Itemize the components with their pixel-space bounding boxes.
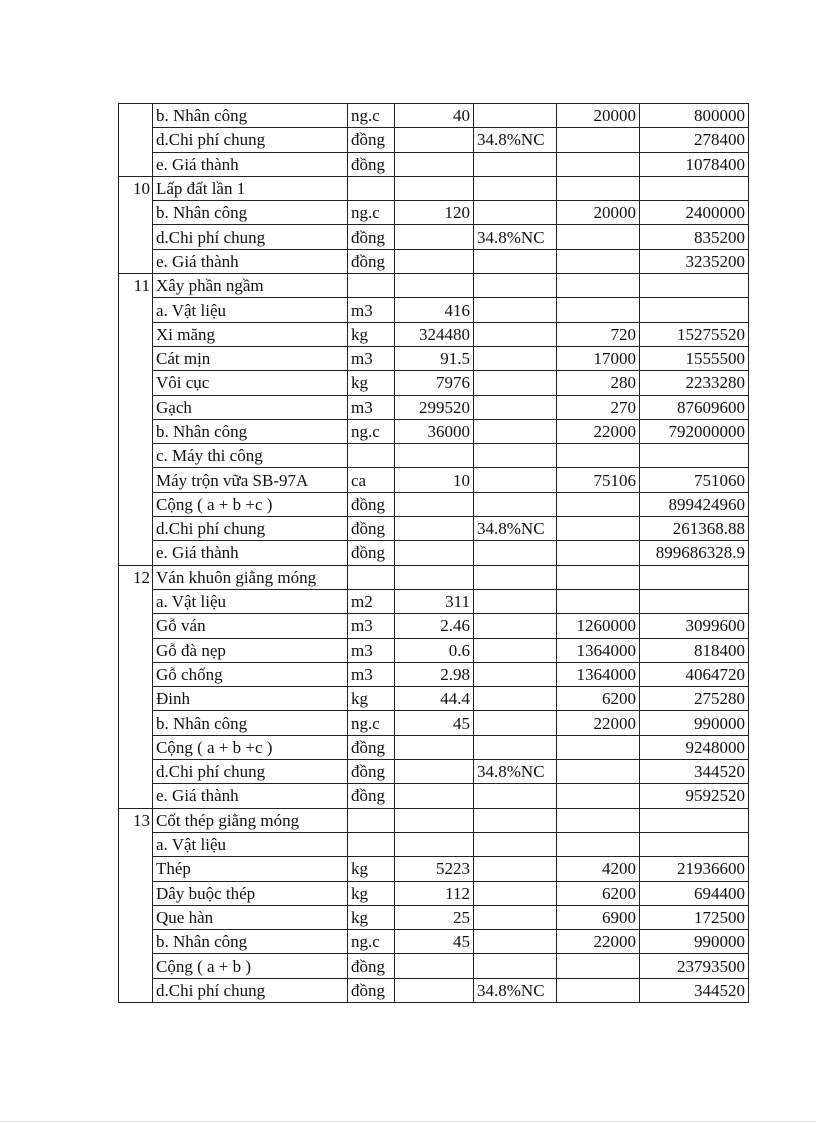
amount-cell — [640, 274, 749, 298]
rate-note-cell — [474, 371, 557, 395]
quantity-cell: 299520 — [395, 395, 474, 419]
rate-note-cell — [474, 930, 557, 954]
item-name-cell: Cốt thép giằng móng — [153, 808, 348, 832]
amount-cell — [640, 444, 749, 468]
unit-cell: ng.c — [348, 104, 395, 128]
unit-cell — [348, 565, 395, 589]
row-number-cell — [119, 298, 153, 322]
unit-price-cell — [557, 541, 640, 565]
quantity-cell — [395, 225, 474, 249]
rate-note-cell: 34.8%NC — [474, 128, 557, 152]
quantity-cell — [395, 760, 474, 784]
rate-note-cell — [474, 274, 557, 298]
unit-cell — [348, 832, 395, 856]
row-number-cell — [119, 662, 153, 686]
rate-note-cell: 34.8%NC — [474, 517, 557, 541]
rate-note-cell — [474, 444, 557, 468]
amount-cell: 87609600 — [640, 395, 749, 419]
row-number-cell — [119, 322, 153, 346]
item-name-cell: d.Chi phí chung — [153, 225, 348, 249]
row-number-cell — [119, 687, 153, 711]
row-number-cell: 12 — [119, 565, 153, 589]
quantity-cell: 120 — [395, 201, 474, 225]
unit-cell: đồng — [348, 225, 395, 249]
unit-price-cell: 720 — [557, 322, 640, 346]
unit-cell: kg — [348, 881, 395, 905]
quantity-cell — [395, 954, 474, 978]
unit-cell: ng.c — [348, 201, 395, 225]
item-name-cell: Gỗ chống — [153, 662, 348, 686]
item-name-cell: b. Nhân công — [153, 201, 348, 225]
item-name-cell: a. Vật liệu — [153, 298, 348, 322]
table-row — [119, 881, 749, 905]
quantity-cell: 7976 — [395, 371, 474, 395]
rate-note-cell — [474, 711, 557, 735]
amount-cell — [640, 176, 749, 200]
unit-cell — [348, 274, 395, 298]
unit-cell: ng.c — [348, 930, 395, 954]
table-row — [119, 249, 749, 273]
item-name-cell: Cộng ( a + b +c ) — [153, 492, 348, 516]
unit-price-cell: 1364000 — [557, 638, 640, 662]
item-name-cell: a. Vật liệu — [153, 832, 348, 856]
item-name-cell: Lấp đất lần 1 — [153, 176, 348, 200]
table-row — [119, 468, 749, 492]
unit-price-cell: 280 — [557, 371, 640, 395]
amount-cell: 4064720 — [640, 662, 749, 686]
rate-note-cell: 34.8%NC — [474, 760, 557, 784]
row-number-cell — [119, 419, 153, 443]
row-number-cell — [119, 930, 153, 954]
rate-note-cell — [474, 565, 557, 589]
quantity-cell: 10 — [395, 468, 474, 492]
rate-note-cell — [474, 152, 557, 176]
table-row — [119, 954, 749, 978]
unit-cell: đồng — [348, 492, 395, 516]
rate-note-cell — [474, 395, 557, 419]
row-number-cell — [119, 784, 153, 808]
table-row — [119, 711, 749, 735]
quantity-cell — [395, 249, 474, 273]
row-number-cell — [119, 589, 153, 613]
row-number-cell — [119, 128, 153, 152]
table-row — [119, 589, 749, 613]
table-row — [119, 444, 749, 468]
quantity-cell: 416 — [395, 298, 474, 322]
row-number-cell — [119, 468, 153, 492]
rate-note-cell — [474, 857, 557, 881]
item-name-cell: c. Máy thi công — [153, 444, 348, 468]
table-row — [119, 225, 749, 249]
amount-cell: 751060 — [640, 468, 749, 492]
rate-note-cell — [474, 832, 557, 856]
unit-price-cell — [557, 808, 640, 832]
amount-cell: 1078400 — [640, 152, 749, 176]
item-name-cell: b. Nhân công — [153, 930, 348, 954]
item-name-cell: Cộng ( a + b ) — [153, 954, 348, 978]
rate-note-cell — [474, 468, 557, 492]
item-name-cell: Thép — [153, 857, 348, 881]
item-name-cell: Xây phần ngầm — [153, 274, 348, 298]
unit-cell: m3 — [348, 614, 395, 638]
row-number-cell — [119, 395, 153, 419]
quantity-cell: 5223 — [395, 857, 474, 881]
unit-price-cell: 17000 — [557, 346, 640, 370]
quantity-cell: 0.6 — [395, 638, 474, 662]
table-row — [119, 128, 749, 152]
quantity-cell — [395, 541, 474, 565]
row-number-cell — [119, 735, 153, 759]
item-name-cell: b. Nhân công — [153, 419, 348, 443]
row-number-cell — [119, 104, 153, 128]
quantity-cell — [395, 492, 474, 516]
row-number-cell — [119, 905, 153, 929]
amount-cell — [640, 808, 749, 832]
table-row — [119, 760, 749, 784]
unit-cell: đồng — [348, 760, 395, 784]
amount-cell — [640, 298, 749, 322]
unit-price-cell: 22000 — [557, 711, 640, 735]
table-row — [119, 176, 749, 200]
item-name-cell: b. Nhân công — [153, 104, 348, 128]
table-row — [119, 687, 749, 711]
table-row — [119, 638, 749, 662]
unit-price-cell — [557, 492, 640, 516]
unit-price-cell — [557, 978, 640, 1002]
rate-note-cell: 34.8%NC — [474, 225, 557, 249]
amount-cell — [640, 565, 749, 589]
rate-note-cell — [474, 638, 557, 662]
item-name-cell: Máy trộn vữa SB-97A — [153, 468, 348, 492]
quantity-cell: 25 — [395, 905, 474, 929]
quantity-cell — [395, 176, 474, 200]
item-name-cell: d.Chi phí chung — [153, 760, 348, 784]
unit-cell: kg — [348, 857, 395, 881]
rate-note-cell — [474, 346, 557, 370]
unit-cell: đồng — [348, 249, 395, 273]
table-row — [119, 614, 749, 638]
item-name-cell: Xi măng — [153, 322, 348, 346]
unit-price-cell — [557, 176, 640, 200]
quantity-cell — [395, 128, 474, 152]
unit-price-cell — [557, 274, 640, 298]
rate-note-cell — [474, 104, 557, 128]
quantity-cell: 40 — [395, 104, 474, 128]
row-number-cell — [119, 541, 153, 565]
row-number-cell — [119, 954, 153, 978]
row-number-cell — [119, 201, 153, 225]
unit-cell — [348, 444, 395, 468]
unit-price-cell: 4200 — [557, 857, 640, 881]
unit-price-cell — [557, 444, 640, 468]
table-row — [119, 274, 749, 298]
unit-price-cell: 22000 — [557, 419, 640, 443]
table-row — [119, 152, 749, 176]
unit-price-cell: 75106 — [557, 468, 640, 492]
row-number-cell — [119, 517, 153, 541]
row-number-cell — [119, 760, 153, 784]
rate-note-cell — [474, 881, 557, 905]
table-row — [119, 784, 749, 808]
amount-cell: 899686328.9 — [640, 541, 749, 565]
table-row — [119, 978, 749, 1002]
item-name-cell: Que hàn — [153, 905, 348, 929]
amount-cell: 23793500 — [640, 954, 749, 978]
item-name-cell: Dây buộc thép — [153, 881, 348, 905]
amount-cell: 3099600 — [640, 614, 749, 638]
amount-cell: 1555500 — [640, 346, 749, 370]
rate-note-cell — [474, 662, 557, 686]
unit-price-cell: 6200 — [557, 881, 640, 905]
table-row — [119, 832, 749, 856]
item-name-cell: e. Giá thành — [153, 784, 348, 808]
table-row — [119, 541, 749, 565]
table-row — [119, 905, 749, 929]
rate-note-cell: 34.8%NC — [474, 978, 557, 1002]
quantity-cell — [395, 444, 474, 468]
amount-cell: 15275520 — [640, 322, 749, 346]
rate-note-cell — [474, 808, 557, 832]
quantity-cell — [395, 517, 474, 541]
table-row — [119, 104, 749, 128]
unit-cell: kg — [348, 322, 395, 346]
amount-cell: 899424960 — [640, 492, 749, 516]
row-number-cell — [119, 638, 153, 662]
unit-price-cell: 6900 — [557, 905, 640, 929]
item-name-cell: Gạch — [153, 395, 348, 419]
quantity-cell: 324480 — [395, 322, 474, 346]
amount-cell: 990000 — [640, 711, 749, 735]
unit-cell: ng.c — [348, 711, 395, 735]
table-row — [119, 346, 749, 370]
item-name-cell: d.Chi phí chung — [153, 517, 348, 541]
item-name-cell: b. Nhân công — [153, 711, 348, 735]
row-number-cell — [119, 249, 153, 273]
unit-cell: kg — [348, 371, 395, 395]
item-name-cell: Cộng ( a + b +c ) — [153, 735, 348, 759]
unit-price-cell — [557, 128, 640, 152]
row-number-cell — [119, 444, 153, 468]
unit-cell: m3 — [348, 638, 395, 662]
unit-cell — [348, 176, 395, 200]
amount-cell: 344520 — [640, 760, 749, 784]
amount-cell: 835200 — [640, 225, 749, 249]
table-row — [119, 930, 749, 954]
unit-cell: đồng — [348, 128, 395, 152]
table-row — [119, 395, 749, 419]
row-number-cell — [119, 832, 153, 856]
table-row — [119, 808, 749, 832]
unit-cell — [348, 808, 395, 832]
row-number-cell — [119, 371, 153, 395]
amount-cell — [640, 832, 749, 856]
unit-cell: đồng — [348, 784, 395, 808]
amount-cell: 800000 — [640, 104, 749, 128]
table-row — [119, 419, 749, 443]
amount-cell: 990000 — [640, 930, 749, 954]
amount-cell: 9592520 — [640, 784, 749, 808]
unit-price-cell — [557, 832, 640, 856]
row-number-cell — [119, 225, 153, 249]
quantity-cell — [395, 808, 474, 832]
unit-price-cell: 1364000 — [557, 662, 640, 686]
table-row — [119, 322, 749, 346]
unit-cell: đồng — [348, 978, 395, 1002]
quantity-cell — [395, 565, 474, 589]
row-number-cell: 13 — [119, 808, 153, 832]
table-body — [119, 104, 749, 1003]
unit-price-cell: 6200 — [557, 687, 640, 711]
quantity-cell: 2.46 — [395, 614, 474, 638]
quantity-cell: 2.98 — [395, 662, 474, 686]
unit-cell: m3 — [348, 662, 395, 686]
rate-note-cell — [474, 589, 557, 613]
unit-price-cell — [557, 735, 640, 759]
unit-cell: m2 — [348, 589, 395, 613]
table-row — [119, 857, 749, 881]
amount-cell: 694400 — [640, 881, 749, 905]
row-number-cell — [119, 978, 153, 1002]
unit-price-cell — [557, 249, 640, 273]
unit-price-cell: 20000 — [557, 104, 640, 128]
row-number-cell — [119, 881, 153, 905]
unit-cell: ng.c — [348, 419, 395, 443]
quantity-cell: 45 — [395, 930, 474, 954]
unit-cell: ca — [348, 468, 395, 492]
unit-price-cell: 270 — [557, 395, 640, 419]
amount-cell: 818400 — [640, 638, 749, 662]
quantity-cell — [395, 152, 474, 176]
rate-note-cell — [474, 419, 557, 443]
unit-price-cell — [557, 298, 640, 322]
item-name-cell: e. Giá thành — [153, 152, 348, 176]
quantity-cell: 311 — [395, 589, 474, 613]
item-name-cell: a. Vật liệu — [153, 589, 348, 613]
table-row — [119, 201, 749, 225]
unit-cell: m3 — [348, 298, 395, 322]
amount-cell: 261368.88 — [640, 517, 749, 541]
rate-note-cell — [474, 201, 557, 225]
quantity-cell — [395, 832, 474, 856]
rate-note-cell — [474, 735, 557, 759]
item-name-cell: d.Chi phí chung — [153, 128, 348, 152]
row-number-cell — [119, 711, 153, 735]
unit-cell: kg — [348, 905, 395, 929]
amount-cell: 275280 — [640, 687, 749, 711]
unit-price-cell — [557, 760, 640, 784]
quantity-cell: 112 — [395, 881, 474, 905]
unit-cell: đồng — [348, 954, 395, 978]
quantity-cell — [395, 274, 474, 298]
item-name-cell: d.Chi phí chung — [153, 978, 348, 1002]
unit-cell: đồng — [348, 517, 395, 541]
table-row — [119, 735, 749, 759]
row-number-cell — [119, 492, 153, 516]
rate-note-cell — [474, 784, 557, 808]
amount-cell — [640, 589, 749, 613]
unit-cell: m3 — [348, 395, 395, 419]
row-number-cell — [119, 614, 153, 638]
row-number-cell — [119, 857, 153, 881]
row-number-cell — [119, 152, 153, 176]
item-name-cell: e. Giá thành — [153, 541, 348, 565]
unit-price-cell: 1260000 — [557, 614, 640, 638]
cost-estimate-table — [118, 103, 749, 1003]
unit-price-cell — [557, 152, 640, 176]
quantity-cell: 45 — [395, 711, 474, 735]
amount-cell: 344520 — [640, 978, 749, 1002]
rate-note-cell — [474, 614, 557, 638]
row-number-cell — [119, 346, 153, 370]
amount-cell: 9248000 — [640, 735, 749, 759]
unit-cell: kg — [348, 687, 395, 711]
row-number-cell: 10 — [119, 176, 153, 200]
quantity-cell — [395, 735, 474, 759]
unit-price-cell — [557, 589, 640, 613]
unit-price-cell — [557, 225, 640, 249]
item-name-cell: e. Giá thành — [153, 249, 348, 273]
item-name-cell: Gỗ ván — [153, 614, 348, 638]
rate-note-cell — [474, 322, 557, 346]
amount-cell: 2233280 — [640, 371, 749, 395]
table-row — [119, 662, 749, 686]
amount-cell: 21936600 — [640, 857, 749, 881]
unit-price-cell — [557, 954, 640, 978]
item-name-cell: Ván khuôn giằng móng — [153, 565, 348, 589]
item-name-cell: Vôi cục — [153, 371, 348, 395]
quantity-cell: 44.4 — [395, 687, 474, 711]
amount-cell: 792000000 — [640, 419, 749, 443]
table-row — [119, 517, 749, 541]
unit-cell: m3 — [348, 346, 395, 370]
rate-note-cell — [474, 541, 557, 565]
table-row — [119, 298, 749, 322]
table-row — [119, 565, 749, 589]
item-name-cell: Đinh — [153, 687, 348, 711]
amount-cell: 172500 — [640, 905, 749, 929]
quantity-cell — [395, 978, 474, 1002]
rate-note-cell — [474, 249, 557, 273]
table-row — [119, 492, 749, 516]
unit-cell: đồng — [348, 152, 395, 176]
unit-price-cell — [557, 517, 640, 541]
rate-note-cell — [474, 905, 557, 929]
unit-price-cell — [557, 565, 640, 589]
rate-note-cell — [474, 176, 557, 200]
quantity-cell — [395, 784, 474, 808]
page-bottom-divider — [0, 1121, 816, 1122]
unit-price-cell — [557, 784, 640, 808]
rate-note-cell — [474, 954, 557, 978]
amount-cell: 2400000 — [640, 201, 749, 225]
unit-price-cell: 22000 — [557, 930, 640, 954]
amount-cell: 3235200 — [640, 249, 749, 273]
unit-price-cell: 20000 — [557, 201, 640, 225]
rate-note-cell — [474, 687, 557, 711]
unit-cell: đồng — [348, 735, 395, 759]
quantity-cell: 36000 — [395, 419, 474, 443]
table-row — [119, 371, 749, 395]
rate-note-cell — [474, 492, 557, 516]
unit-cell: đồng — [348, 541, 395, 565]
rate-note-cell — [474, 298, 557, 322]
amount-cell: 278400 — [640, 128, 749, 152]
item-name-cell: Cát mịn — [153, 346, 348, 370]
item-name-cell: Gỗ đà nẹp — [153, 638, 348, 662]
quantity-cell: 91.5 — [395, 346, 474, 370]
row-number-cell: 11 — [119, 274, 153, 298]
